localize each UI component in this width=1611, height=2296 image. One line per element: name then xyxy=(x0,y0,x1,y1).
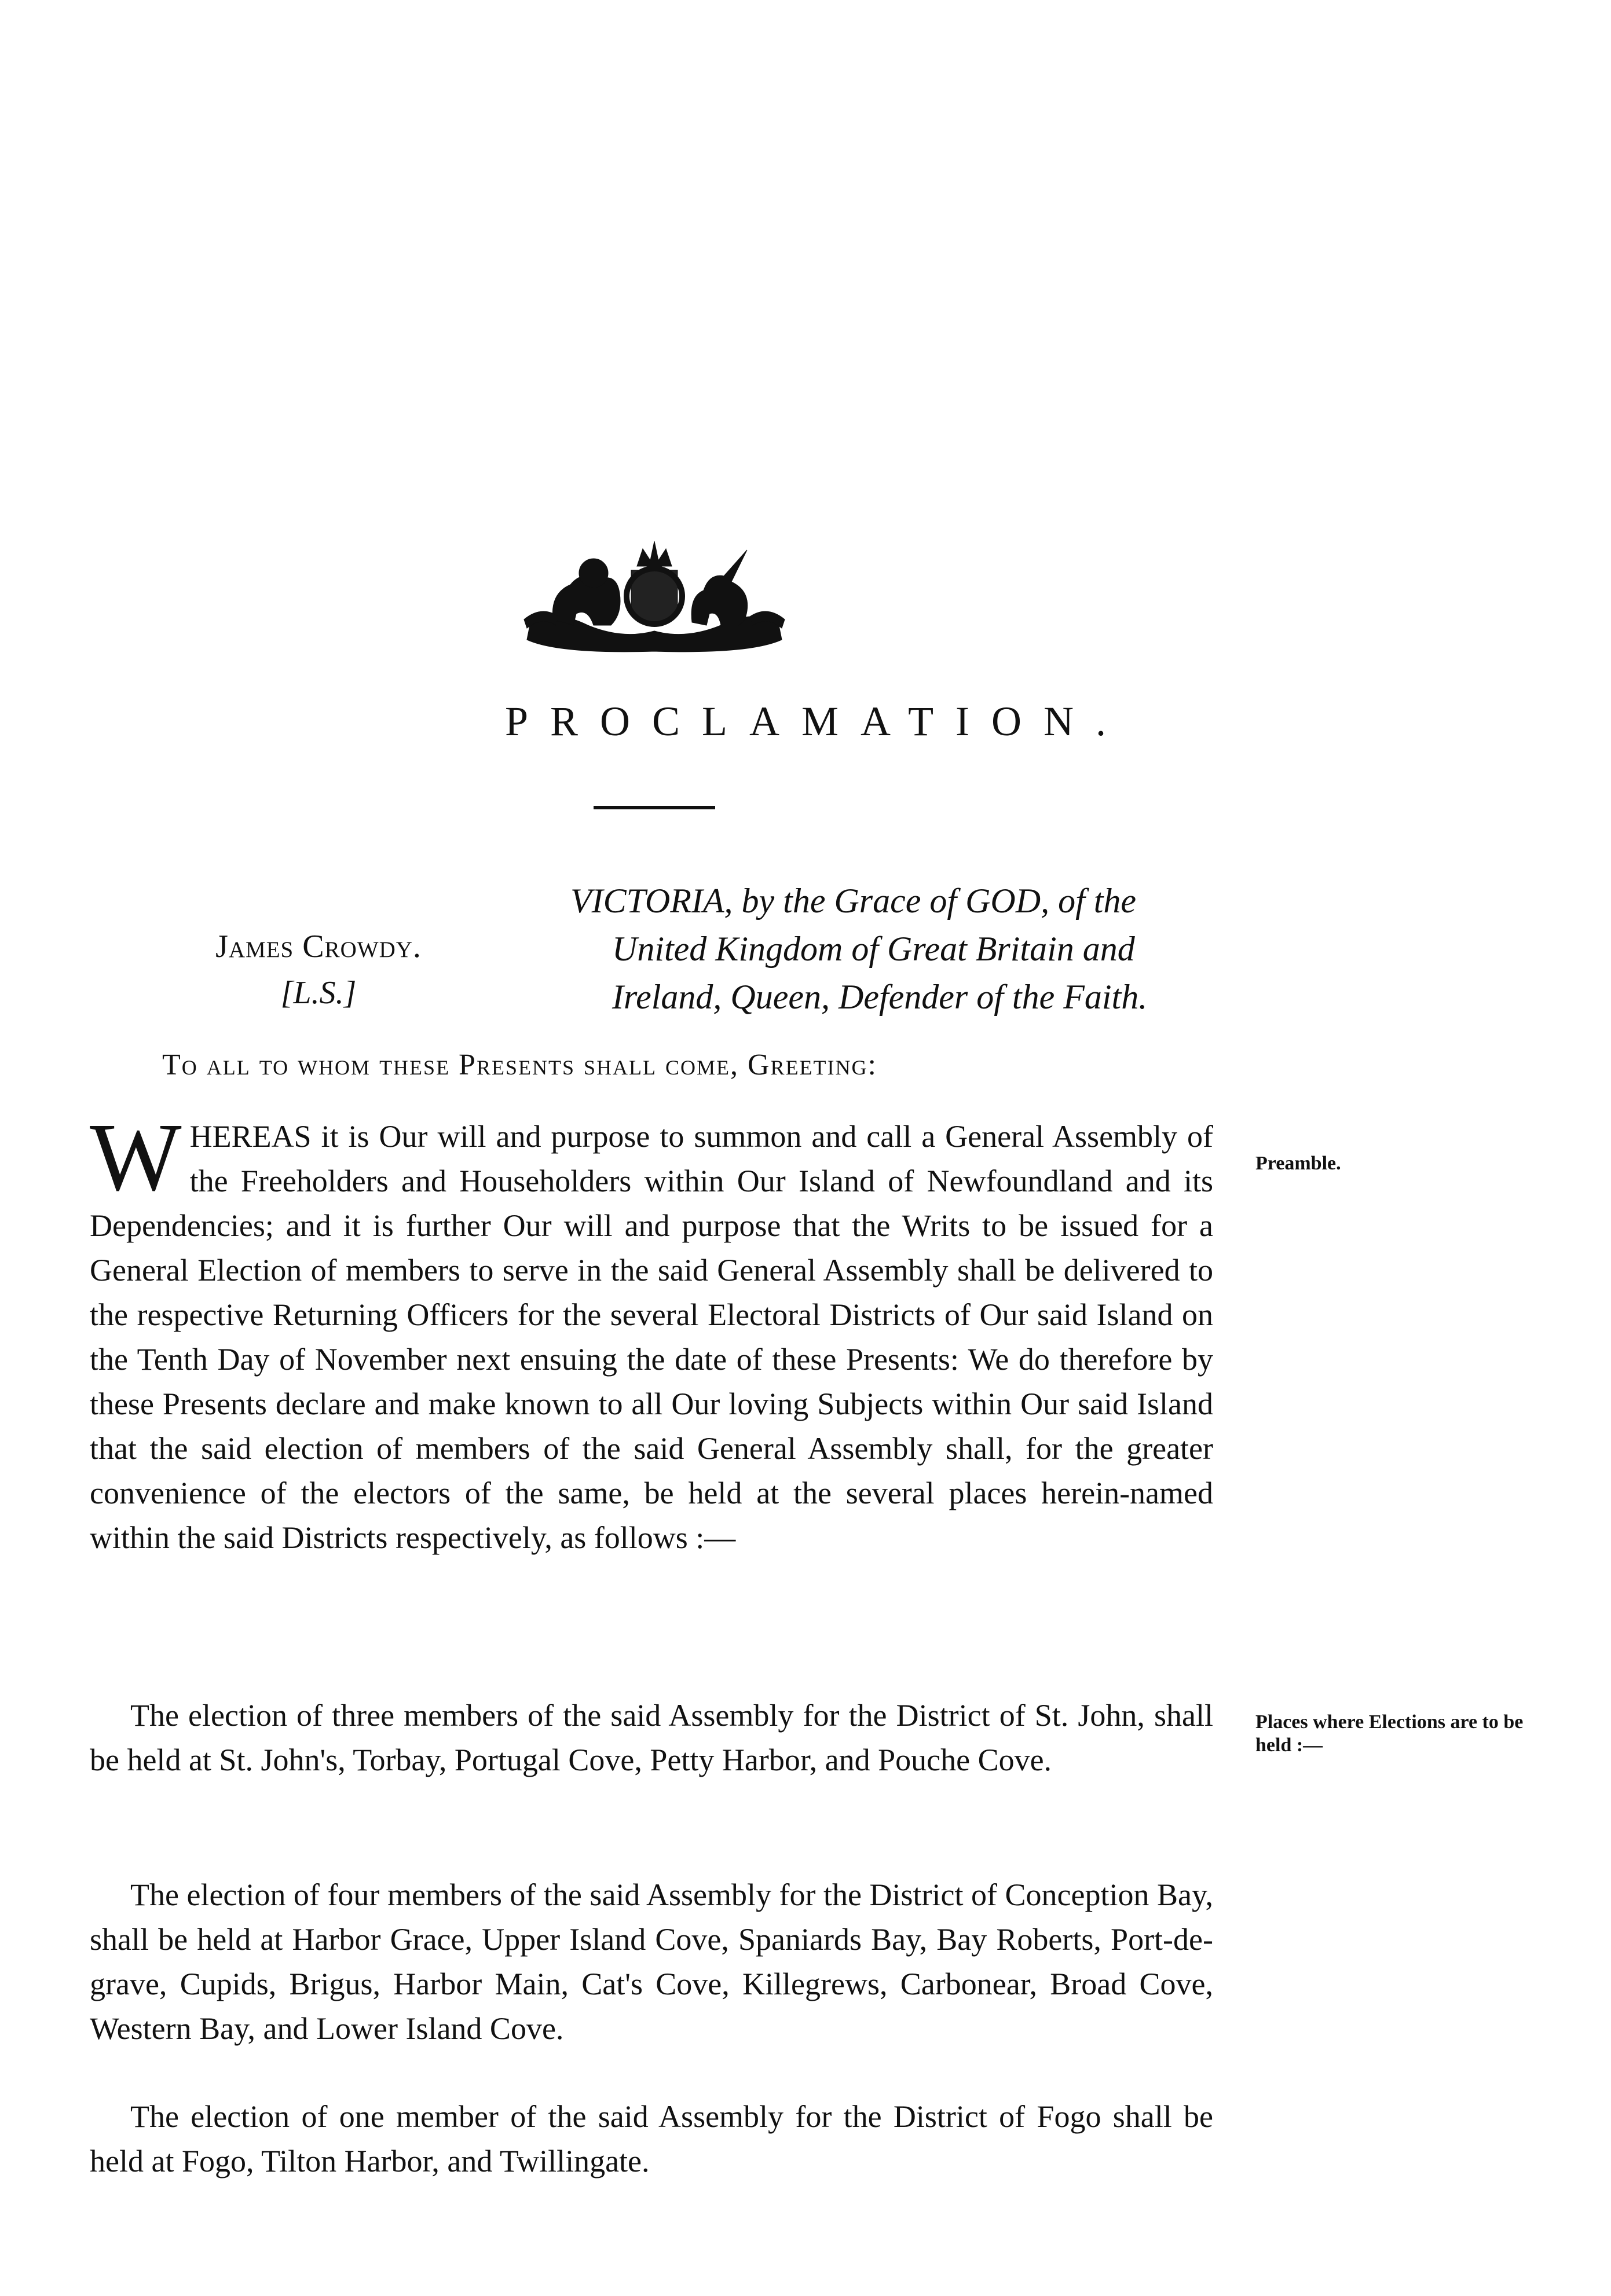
election-paragraph-st-john: The election of three members of the said Assembly for the District of St. John, shall be held at St. John's, Torbay, Portugal Cove, Petty Harbor, and Pouche Cove. xyxy=(90,1698,1213,1777)
election-paragraph-fogo: The election of one member of the said Assembly for the District of Fogo shall be held at Fogo, Tilton Harbor, and Twillingate. xyxy=(90,2099,1213,2178)
seal-mark: [L.S.] xyxy=(280,975,357,1011)
royal-style-line-3: Ireland, Queen, Defender of the Faith. xyxy=(612,978,1148,1016)
royal-style-line-2: United Kingdom of Great Britain and xyxy=(612,930,1135,968)
preamble-paragraph xyxy=(90,1103,1213,1560)
royal-style xyxy=(570,877,1239,1021)
signer-block xyxy=(180,923,457,1016)
election-paragraph-conception-bay: The election of four members of the said Assembly for the District of Conception Bay, shall be held at Harbor Grace, Upper Island Cove, Spaniards Bay, Bay Roberts, Port-de-grave, Cupids, Brigus, Harbor Main, Cat's Cove, Killegrews, Carbonear, Broad Cove, Western Bay, and Lower Island Cove. xyxy=(90,1877,1213,2046)
royal-style-line-1: VICTORIA, by the Grace of GOD, of the xyxy=(570,882,1137,920)
greeting: To all to whom these Presents shall come, Greeting: xyxy=(162,1048,877,1081)
royal-arms-icon xyxy=(518,538,790,660)
margin-note-preamble: Preamble. xyxy=(1255,1153,1341,1174)
margin-note-places: Places where Elections are to be held :— xyxy=(1255,1711,1524,1756)
title-divider xyxy=(594,806,715,809)
drop-cap: W xyxy=(90,1103,182,1211)
preamble-text: HEREAS it is Our will and purpose to summon and call a General Assembly of the Freeholders and Householders within Our Island of Newfoundland and its Dependencies; and it is further Our will and purpose that the Writs to be issued for a General Election of members to serve in the said General Assembly shall be delivered to the respective Returning Officers for the several Electoral Districts of Our said Island on the Tenth Day of November next ensuing the date of these Presents: We do therefore by these Presents declare and make known to all Our loving Subjects within Our said Island that the said election of members of the said General Assembly shall, for the greater convenience of the electors of the same, be held at the several places herein-named within the said Districts respectively, as follows :— xyxy=(90,1119,1213,1555)
proclamation-title: PROCLAMATION. xyxy=(504,698,1129,744)
signer-name: James Crowdy. xyxy=(215,929,422,964)
